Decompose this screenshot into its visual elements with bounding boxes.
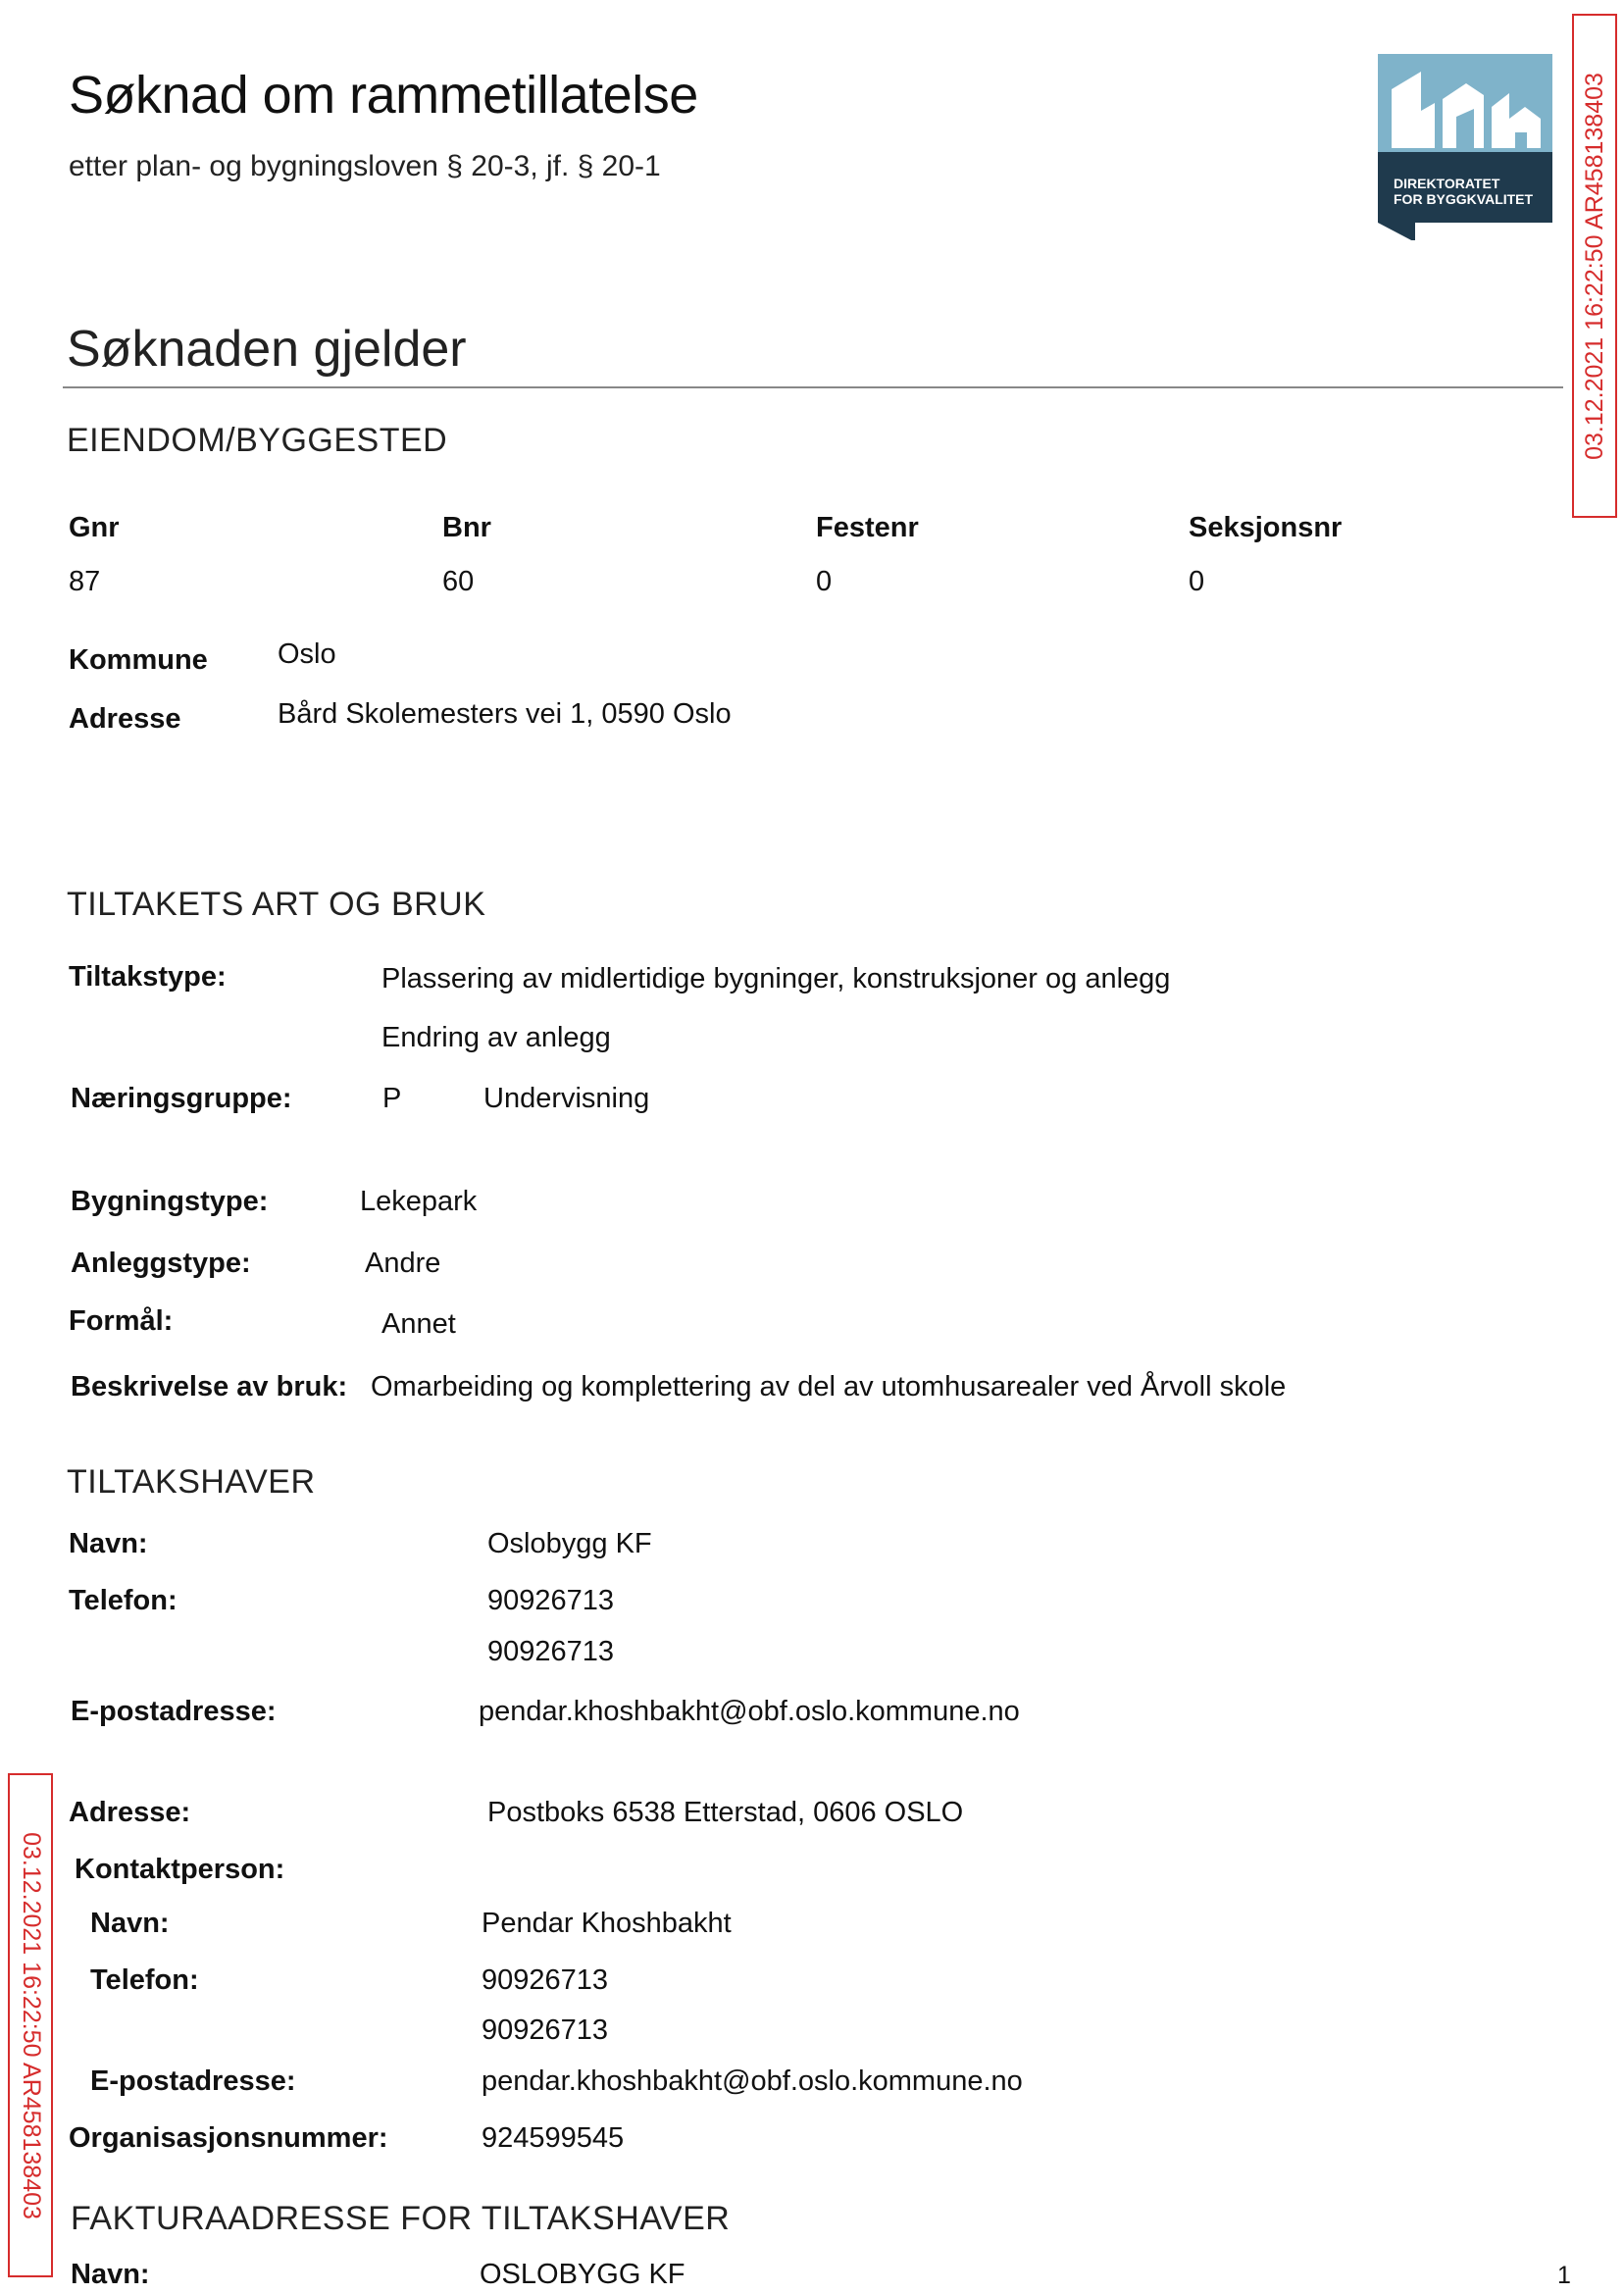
tiltakshaver-adresse-label: Adresse: [69,1797,191,1828]
anleggstype-label: Anleggstype: [71,1248,251,1279]
kontakt-telefon-value-2: 90926713 [482,2014,609,2046]
kontakt-epost-value: pendar.khoshbakht@obf.oslo.kommune.no [482,2065,1023,2097]
section-heading: Søknaden gjelder [67,321,467,378]
formal-value: Annet [381,1308,456,1340]
section-title-eiendom: EIENDOM/BYGGESTED [67,422,448,459]
naeringsgruppe-code: P [382,1083,402,1114]
orgnr-label: Organisasjonsnummer: [69,2122,388,2154]
tiltakshaver-telefon-label: Telefon: [69,1585,178,1616]
tiltakshaver-telefon-value-1: 90926713 [487,1585,615,1616]
kontakt-navn-value: Pendar Khoshbakht [482,1908,732,1939]
tiltakshaver-epost-value: pendar.khoshbakht@obf.oslo.kommune.no [479,1696,1020,1727]
faktura-navn-label: Navn: [71,2259,150,2290]
tiltakshaver-navn-value: Oslobygg KF [487,1528,652,1559]
bnr-label: Bnr [442,512,491,543]
section-title-tiltakshaver: TILTAKSHAVER [67,1463,316,1501]
seksjonsnr-label: Seksjonsnr [1189,512,1343,543]
heading-divider [63,386,1563,388]
tiltakstype-label: Tiltakstype: [69,961,227,993]
tiltakshaver-navn-label: Navn: [69,1528,148,1559]
kontakt-telefon-label: Telefon: [90,1964,199,1996]
kommune-value: Oslo [278,638,336,670]
tiltakstype-value-1: Plassering av midlertidige bygninger, konstruksjoner og anlegg [381,963,1171,994]
tiltakshaver-epost-label: E-postadresse: [71,1696,277,1727]
logo-line-2: FOR BYGGKVALITET [1394,191,1534,207]
festenr-value: 0 [816,566,833,597]
beskrivelse-value: Omarbeiding og komplettering av del av utomhusarealer ved Årvoll skole [371,1371,1287,1402]
bygningstype-value: Lekepark [360,1186,478,1217]
logo-text [1394,176,1533,207]
tiltakshaver-telefon-value-2: 90926713 [487,1636,615,1667]
anleggstype-value: Andre [365,1248,441,1279]
page-title: Søknad om rammetillatelse [69,66,698,125]
stamp-text: 03.12.2021 16:22:50 AR458138403 [1580,72,1608,460]
beskrivelse-label: Beskrivelse av bruk: [71,1371,348,1402]
page-subtitle: etter plan- og bygningsloven § 20-3, jf. § 20-1 [69,150,661,182]
dibk-logo [1378,54,1552,240]
kontakt-navn-label: Navn: [90,1908,170,1939]
bnr-value: 60 [442,566,475,597]
formal-label: Formål: [69,1305,174,1337]
logo-line-1: DIREKTORATET [1394,176,1500,191]
kontakt-epost-label: E-postadresse: [90,2065,296,2097]
gnr-label: Gnr [69,512,120,543]
faktura-navn-value: OSLOBYGG KF [480,2259,685,2290]
festenr-label: Festenr [816,512,919,543]
tiltakstype-value-2: Endring av anlegg [381,1022,611,1053]
kontaktperson-label: Kontaktperson: [75,1854,285,1885]
building-logo-icon [1378,54,1552,240]
naeringsgruppe-label: Næringsgruppe: [71,1083,292,1114]
section-title-faktura: FAKTURAADRESSE FOR TILTAKSHAVER [71,2200,731,2237]
page-number: 1 [1557,2262,1571,2289]
adresse-value: Bård Skolemesters vei 1, 0590 Oslo [278,698,732,730]
naeringsgruppe-value: Undervisning [483,1083,650,1114]
gnr-value: 87 [69,566,101,597]
seksjonsnr-value: 0 [1189,566,1205,597]
stamp-text: 03.12.2021 16:22:50 AR458138403 [17,1831,45,2219]
section-title-tiltak: TILTAKETS ART OG BRUK [67,886,486,923]
adresse-label: Adresse [69,703,181,735]
orgnr-value: 924599545 [482,2122,625,2154]
timestamp-stamp-top [1572,14,1617,518]
kommune-label: Kommune [69,644,208,676]
kontakt-telefon-value-1: 90926713 [482,1964,609,1996]
tiltakshaver-adresse-value: Postboks 6538 Etterstad, 0606 OSLO [487,1797,964,1828]
timestamp-stamp-side [8,1773,53,2277]
bygningstype-label: Bygningstype: [71,1186,269,1217]
